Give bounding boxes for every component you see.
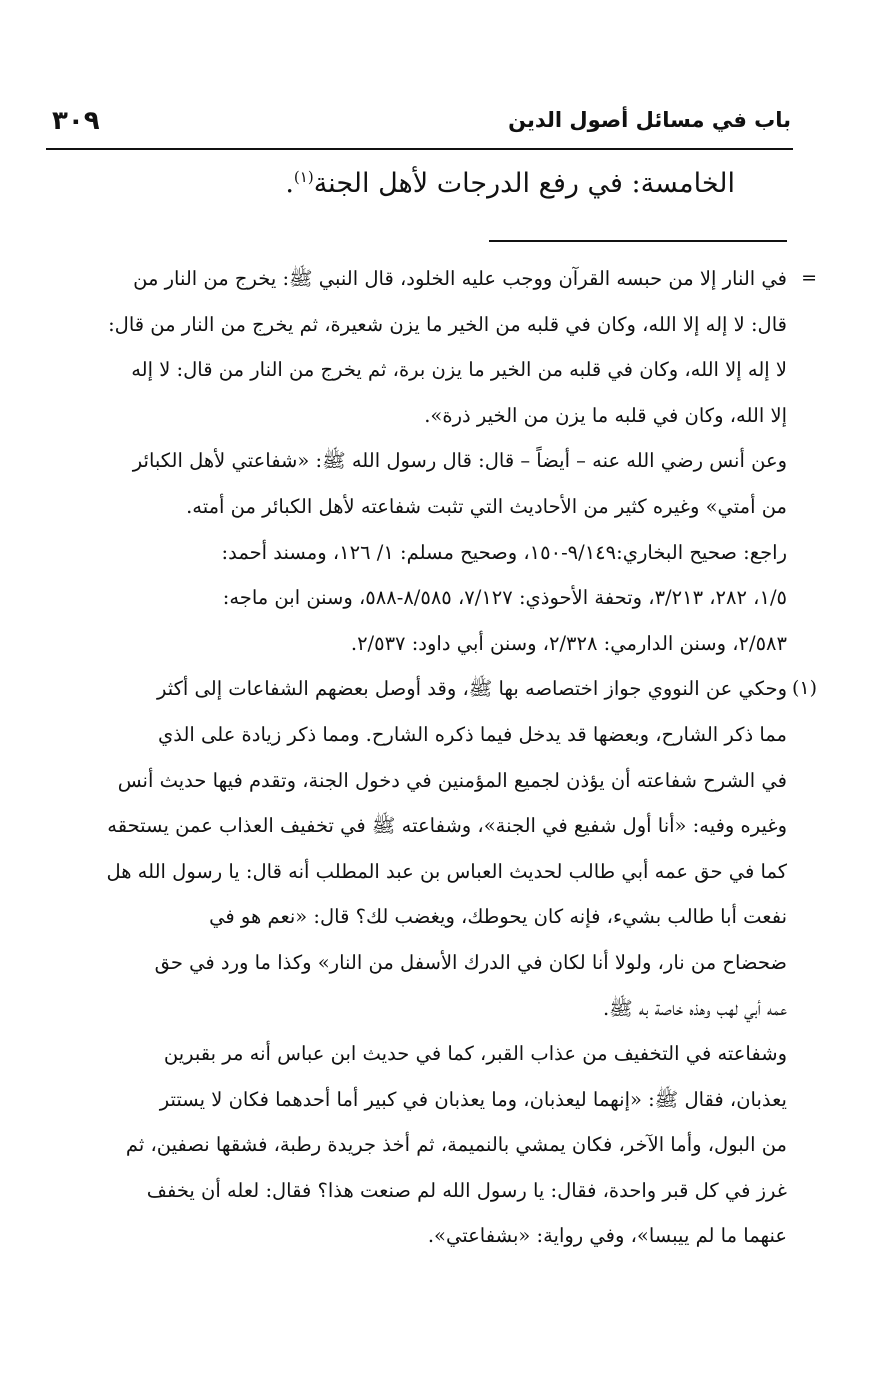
footnote-reference[interactable]: (١): [293, 168, 314, 186]
footnote-line: غرز في كل قبر واحدة، فقال: يا رسول الله لم صنعت هذا؟ فقال: لعله أن يخفف: [146, 1178, 787, 1202]
footnote-line: وشفاعته في التخفيف من عذاب القبر، كما في حديث ابن عباس أنه مر بقبرين: [163, 1042, 787, 1066]
footnote-line: من أمتي» وغيره كثير من الأحاديث التي تثبت شفاعته لأهل الكبائر من أمته.: [186, 494, 787, 518]
footnote-line: في النار إلا من حبسه القرآن ووجب عليه الخلود، قال النبي ﷺ: يخرج من النار من: [133, 267, 787, 290]
page-header: [52, 106, 791, 146]
running-title: باب في مسائل أصول الدين: [508, 108, 791, 132]
section-heading-text: الخامسة: في رفع الدرجات لأهل الجنة: [313, 168, 735, 199]
footnote-1: [78, 666, 817, 1259]
footnote-line: نفعت أبا طالب بشيء، فإنه كان يحوطك، ويغضب لك؟ قال: «نعم هو في: [209, 905, 787, 929]
footnote-line: مما ذكر الشارح، وبعضها قد يدخل فيما ذكره الشارح. ومما ذكر زيادة على الذي: [157, 722, 787, 746]
footnotes-block: [78, 256, 817, 1259]
footnote-line: وعن أنس رضي الله عنه – أيضاً – قال: قال رسول الله ﷺ: «شفاعتي لأهل الكبائر: [132, 449, 787, 473]
footnote-line: قال: لا إله إلا الله، وكان في قلبه من الخير ما يزن شعيرة، ثم يخرج من النار من قال:: [108, 312, 787, 336]
footnote-line: لا إله إلا الله، وكان في قلبه من الخير ما يزن برة، ثم يخرج من النار من قال: لا إله: [131, 358, 787, 382]
footnote-line: في الشرح شفاعته أن يؤذن لجميع المؤمنين في دخول الجنة، وتقدم فيها حديث أنس: [117, 768, 787, 792]
footnote-line: وحكي عن النووي جواز اختصاصه بها ﷺ، وقد أوصل بعضهم الشفاعات إلى أكثر: [156, 677, 787, 701]
footnote-line: إلا الله، وكان في قلبه ما يزن من الخير ذرة».: [424, 403, 787, 427]
footnote-line: عنهما ما لم ييبسا»، وفي رواية: «بشفاعتي».: [427, 1224, 787, 1248]
section-heading: [285, 168, 735, 199]
continuation-marker: =: [801, 267, 817, 289]
footnote-line: يعذبان، فقال ﷺ: «إنهما ليعذبان، وما يعذبان في كبير أما أحدهما فكان لا يستتر: [159, 1087, 787, 1111]
footnote-separator: [489, 240, 787, 242]
footnote-line: كما في حق عمه أبي طالب لحديث العباس بن عبد المطلب أنه قال: يا رسول الله هل: [106, 859, 787, 883]
footnote-number: (١): [791, 677, 817, 700]
footnote-line: ٢/٥٨٣، وسنن الدارمي: ٢/٣٢٨، وسنن أبي داود: ٢/٥٣٧.: [350, 631, 787, 655]
footnote-line: عمه أبي لهب وهذه خاصة به ﷺ.: [602, 996, 787, 1020]
footnote-continuation: [78, 256, 817, 666]
footnote-line: راجع: صحيح البخاري:٩/١٤٩-١٥٠، وصحيح مسلم: ١/ ١٢٦، ومسند أحمد:: [221, 540, 787, 564]
footnote-line: ١/٥، ٢٨٢، ٣/٢١٣، وتحفة الأحوذي: ٧/١٢٧، ٨/٥٨٥-٥٨٨، وسنن ابن ماجه:: [222, 586, 787, 610]
header-rule: [46, 148, 793, 150]
footnote-line: ضحضاح من نار، ولولا أنا لكان في الدرك الأسفل من النار» وكذا ما ورد في حق: [154, 950, 787, 974]
page-number: ٣٠٩: [52, 106, 100, 136]
heading-terminator: .: [285, 168, 294, 199]
footnote-line: وغيره وفيه: «أنا أول شفيع في الجنة»، وشفاعته ﷺ في تخفيف العذاب عمن يستحقه: [107, 814, 787, 838]
footnote-line: من البول، وأما الآخر، فكان يمشي بالنميمة، ثم أخذ جريدة رطبة، فشقها نصفين، ثم: [125, 1133, 787, 1157]
